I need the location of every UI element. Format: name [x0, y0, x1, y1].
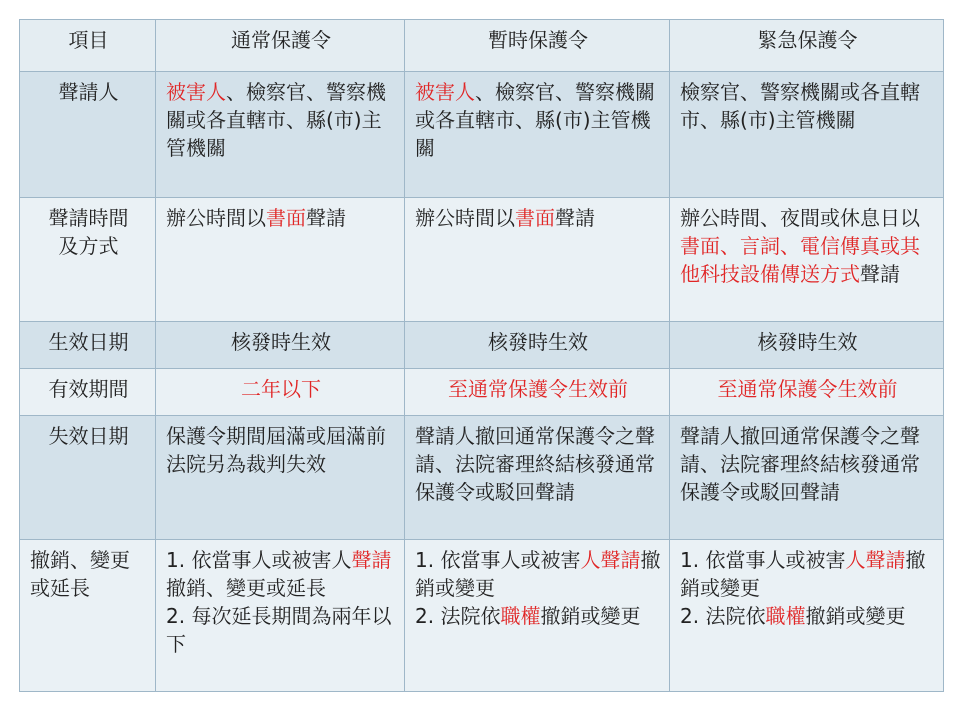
cell-text: 聲請 — [860, 262, 900, 286]
header-temporary-order: 暫時保護令 — [405, 20, 670, 72]
applicant-temporary — [405, 72, 670, 198]
cell-text: 撤銷或變更 — [805, 604, 906, 628]
cell-text: 1. 依當事人或被害 — [680, 548, 846, 572]
time-method-temporary — [405, 198, 670, 322]
time-method-emergency — [670, 198, 944, 322]
highlight-text: 書面 — [266, 206, 306, 230]
revoke-emergency — [670, 540, 944, 692]
revoke-temporary — [405, 540, 670, 692]
label-revoke: 撤銷、變更或延長 — [20, 540, 156, 692]
row-time-method — [20, 198, 944, 322]
header-emergency-order: 緊急保護令 — [670, 20, 944, 72]
cell-text: 撤銷或變更 — [415, 548, 661, 600]
applicant-regular — [156, 72, 405, 198]
effective-date-emergency: 核發時生效 — [670, 322, 944, 369]
label-valid-period: 有效期間 — [20, 369, 156, 416]
highlight-text: 人聲請 — [580, 548, 641, 572]
cell-text: 2. 法院依 — [415, 604, 501, 628]
highlight-text: 被害人 — [166, 80, 226, 104]
list-item — [166, 546, 396, 602]
revoke-regular — [156, 540, 405, 692]
label-line: 及方式 — [58, 234, 119, 258]
label-time-method — [20, 198, 156, 322]
row-effective-date — [20, 322, 944, 369]
label-effective-date: 生效日期 — [20, 322, 156, 369]
cell-text: 1. 依當事人或被害 — [415, 548, 581, 572]
valid-period-regular: 二年以下 — [156, 369, 405, 416]
effective-date-temporary: 核發時生效 — [405, 322, 670, 369]
expiry-temporary: 聲請人撤回通常保護令之聲請、法院審理終結核發通常保護令或駁回聲請 — [405, 416, 670, 540]
list-item: 2. 每次延長期間為兩年以下 — [166, 604, 392, 656]
valid-period-emergency: 至通常保護令生效前 — [670, 369, 944, 416]
cell-text: 撤銷或變更 — [680, 548, 926, 600]
label-expiry: 失效日期 — [20, 416, 156, 540]
protection-order-table — [19, 19, 944, 692]
valid-period-temporary: 至通常保護令生效前 — [405, 369, 670, 416]
highlight-text: 聲請 — [351, 548, 392, 572]
cell-text: 辦公時間以 — [415, 206, 515, 230]
row-applicant — [20, 72, 944, 198]
list-item — [415, 546, 661, 602]
row-expiry — [20, 416, 944, 540]
list-item — [680, 602, 935, 630]
highlight-text: 被害人 — [415, 80, 475, 104]
label-line: 聲請時間 — [48, 206, 129, 230]
expiry-emergency: 聲請人撤回通常保護令之聲請、法院審理終結核發通常保護令或駁回聲請 — [670, 416, 944, 540]
cell-text: 1. 依當事人或被害人 — [166, 548, 352, 572]
row-valid-period — [20, 369, 944, 416]
cell-text: 、檢察官、警察機關或各直轄市、縣(市)主管機關 — [166, 80, 386, 160]
cell-text: 辦公時間、夜間或休息日以 — [680, 206, 920, 230]
list-item — [415, 602, 661, 630]
cell-text: 辦公時間以 — [166, 206, 266, 230]
header-regular-order: 通常保護令 — [156, 20, 405, 72]
row-revoke — [20, 540, 944, 692]
cell-text: 、檢察官、警察機關或各直轄市、縣(市)主管機關 — [415, 80, 655, 160]
expiry-regular: 保護令期間屆滿或屆滿前法院另為裁判失效 — [156, 416, 405, 540]
header-item: 項目 — [20, 20, 156, 72]
highlight-text: 書面、言詞、電信傳真或其他科技設備傳送方式 — [680, 234, 920, 286]
highlight-text: 人聲請 — [845, 548, 906, 572]
highlight-text: 職權 — [500, 604, 541, 628]
list-item — [680, 546, 935, 602]
highlight-text: 職權 — [765, 604, 806, 628]
cell-text: 聲請 — [306, 206, 346, 230]
highlight-text: 書面 — [515, 206, 555, 230]
cell-text: 撤銷或變更 — [540, 604, 641, 628]
cell-text: 撤銷、變更或延長 — [166, 576, 326, 600]
time-method-regular — [156, 198, 405, 322]
header-row — [20, 20, 944, 72]
effective-date-regular: 核發時生效 — [156, 322, 405, 369]
applicant-emergency: 檢察官、警察機關或各直轄市、縣(市)主管機關 — [670, 72, 944, 198]
cell-text: 2. 法院依 — [680, 604, 766, 628]
cell-text: 聲請 — [555, 206, 595, 230]
label-applicant: 聲請人 — [20, 72, 156, 198]
